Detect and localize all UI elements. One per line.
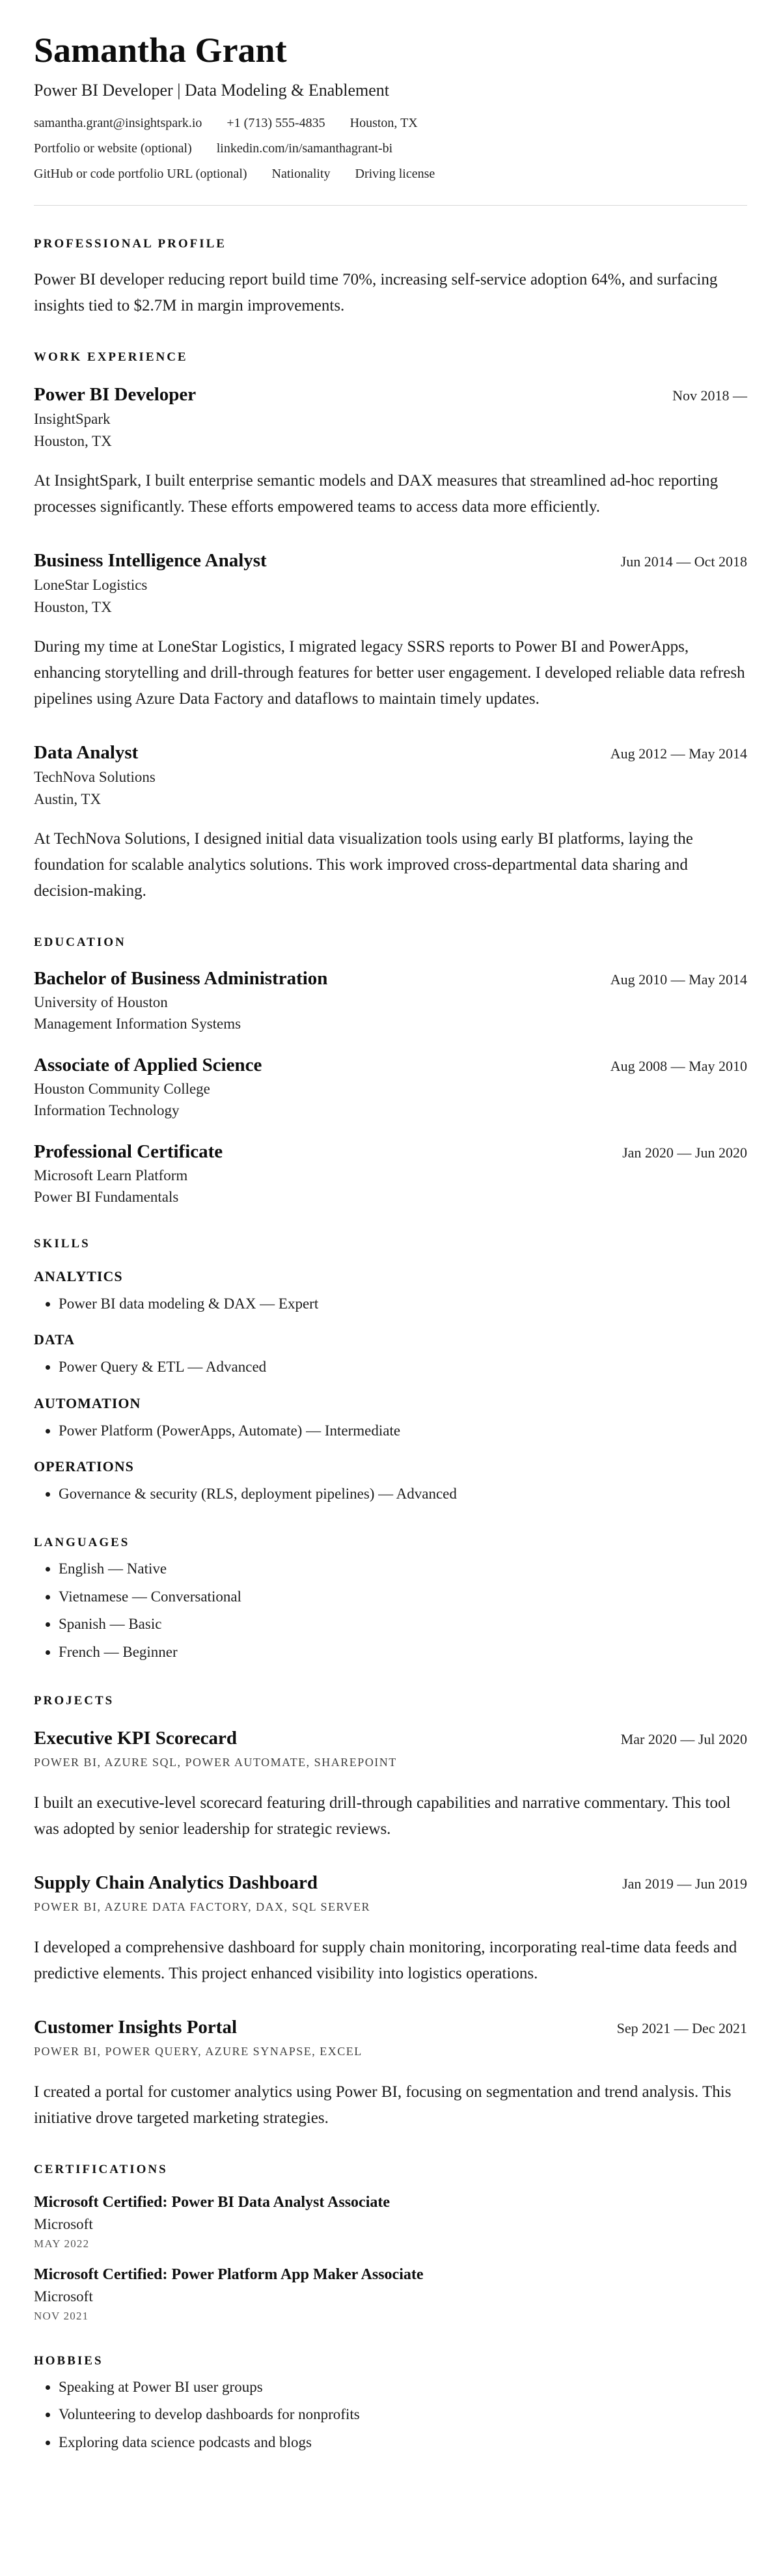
resume-header bbox=[34, 30, 747, 182]
work-entry bbox=[34, 550, 747, 712]
project-description: I developed a comprehensive dashboard for supply chain monitoring, incorporating real-time data feeds and predictive elements. This project enhanced visibility into logistics operations. bbox=[34, 1938, 737, 1982]
github-placeholder-field[interactable]: GitHub or code portfolio URL (optional) bbox=[34, 167, 247, 182]
language-item: • Vietnamese — Conversational bbox=[59, 1586, 747, 1607]
portfolio-placeholder-field[interactable]: Portfolio or website (optional) bbox=[34, 141, 192, 156]
certification-name: Microsoft Certified: Power Platform App Maker Associate bbox=[34, 2265, 424, 2283]
contact-row bbox=[34, 141, 747, 156]
school-name: Microsoft Learn Platform bbox=[34, 1167, 188, 1184]
project-title: Supply Chain Analytics Dashboard bbox=[34, 1872, 318, 1893]
certification-date: NOV 2021 bbox=[34, 2309, 89, 2322]
skill-item: • Power Query & ETL — Advanced bbox=[59, 1356, 747, 1378]
job-title: Data Analyst bbox=[34, 742, 139, 764]
job-title: Business Intelligence Analyst bbox=[34, 550, 267, 572]
work-entry bbox=[34, 742, 747, 904]
job-location: Austin, TX bbox=[34, 791, 102, 808]
hobby-list bbox=[34, 2376, 747, 2453]
degree-dates: Jan 2020 — Jun 2020 bbox=[622, 1144, 747, 1161]
job-title: Power BI Developer bbox=[34, 384, 197, 406]
entry-head bbox=[34, 1141, 747, 1163]
skill-list bbox=[34, 1483, 747, 1504]
project-dates: Jan 2019 — Jun 2019 bbox=[622, 1875, 747, 1892]
skill-list bbox=[34, 1356, 747, 1378]
language-item: • French — Beginner bbox=[59, 1641, 747, 1663]
project-tech-stack: POWER BI, POWER QUERY, AZURE SYNAPSE, EXCEL bbox=[34, 2044, 363, 2058]
project-tech-stack: POWER BI, AZURE SQL, POWER AUTOMATE, SHAREPOINT bbox=[34, 1755, 397, 1769]
certification-name: Microsoft Certified: Power BI Data Analyst Associate bbox=[34, 2193, 390, 2211]
section-title: PROFESSIONAL PROFILE bbox=[34, 237, 226, 251]
skill-item: • Power BI data modeling & DAX — Expert bbox=[59, 1293, 747, 1314]
candidate-headline: Power BI Developer | Data Modeling & Enablement bbox=[34, 81, 389, 100]
contact-row bbox=[34, 167, 747, 182]
degree-title: Bachelor of Business Administration bbox=[34, 968, 328, 990]
header-divider bbox=[34, 205, 747, 206]
work-entry bbox=[34, 384, 747, 520]
section-title: SKILLS bbox=[34, 1237, 90, 1251]
job-company: LoneStar Logistics bbox=[34, 577, 148, 594]
school-name: University of Houston bbox=[34, 994, 168, 1011]
project-tech-stack: POWER BI, AZURE DATA FACTORY, DAX, SQL SERVER bbox=[34, 1900, 371, 1913]
section-education bbox=[34, 935, 747, 1206]
entry-head bbox=[34, 384, 747, 406]
project-dates: Sep 2021 — Dec 2021 bbox=[616, 2019, 747, 2036]
contact-row bbox=[34, 116, 747, 131]
section-title: CERTIFICATIONS bbox=[34, 2162, 168, 2176]
job-description: During my time at LoneStar Logistics, I migrated legacy SSRS reports to Power BI and PowerApps, enhancing storytelling and drill-through features for better user engagement. I developed reliable data refresh pipelines using Azure Data Factory and dataflows to maintain timely updates. bbox=[34, 638, 745, 708]
contact-block bbox=[34, 116, 747, 182]
field-of-study: Management Information Systems bbox=[34, 1016, 241, 1032]
nationality-placeholder-field[interactable]: Nationality bbox=[271, 167, 331, 182]
entry-head bbox=[34, 742, 747, 764]
section-skills bbox=[34, 1237, 747, 1504]
entry-head bbox=[34, 1055, 747, 1076]
driving-license-placeholder-field[interactable]: Driving license bbox=[355, 167, 435, 182]
email-field[interactable]: samantha.grant@insightspark.io bbox=[34, 116, 202, 131]
certification-issuer: Microsoft bbox=[34, 2288, 93, 2305]
entry-head bbox=[34, 1728, 747, 1749]
skill-group bbox=[34, 1458, 747, 1504]
project-dates: Mar 2020 — Jul 2020 bbox=[620, 1730, 747, 1747]
skill-group bbox=[34, 1395, 747, 1441]
skill-group bbox=[34, 1331, 747, 1378]
project-entry bbox=[34, 1872, 747, 1987]
skill-category: OPERATIONS bbox=[34, 1458, 134, 1475]
education-entry bbox=[34, 968, 747, 1032]
degree-title: Professional Certificate bbox=[34, 1141, 223, 1163]
section-work-experience bbox=[34, 350, 747, 904]
certification-date: MAY 2022 bbox=[34, 2237, 90, 2250]
section-title: WORK EXPERIENCE bbox=[34, 350, 188, 365]
field-of-study: Information Technology bbox=[34, 1102, 180, 1119]
section-languages bbox=[34, 1536, 747, 1662]
section-hobbies bbox=[34, 2354, 747, 2453]
section-title: LANGUAGES bbox=[34, 1536, 130, 1550]
linkedin-field[interactable]: linkedin.com/in/samanthagrant-bi bbox=[216, 141, 393, 156]
degree-title: Associate of Applied Science bbox=[34, 1055, 262, 1076]
certification-issuer: Microsoft bbox=[34, 2215, 93, 2232]
project-entry bbox=[34, 2017, 747, 2131]
location-field[interactable]: Houston, TX bbox=[349, 116, 418, 131]
school-name: Houston Community College bbox=[34, 1081, 210, 1098]
job-company: TechNova Solutions bbox=[34, 769, 156, 786]
skill-list bbox=[34, 1293, 747, 1314]
hobby-item: • Volunteering to develop dashboards for nonprofits bbox=[59, 2403, 747, 2425]
project-description: I created a portal for customer analytics using Power BI, focusing on segmentation and trend analysis. This initiative drove targeted marketing strategies. bbox=[34, 2083, 732, 2127]
skill-category: ANALYTICS bbox=[34, 1268, 123, 1285]
job-description: At TechNova Solutions, I designed initial data visualization tools using early BI platforms, laying the foundation for scalable analytics solutions. This work improved cross-departmental data sharing and decision-making. bbox=[34, 830, 693, 900]
job-company: InsightSpark bbox=[34, 411, 111, 428]
job-location: Houston, TX bbox=[34, 433, 112, 450]
candidate-name: Samantha Grant bbox=[34, 31, 287, 70]
skill-list bbox=[34, 1420, 747, 1441]
entry-head bbox=[34, 2017, 747, 2038]
section-title: HOBBIES bbox=[34, 2353, 103, 2368]
skill-category: AUTOMATION bbox=[34, 1394, 141, 1411]
degree-dates: Aug 2008 — May 2010 bbox=[610, 1058, 747, 1075]
project-entry bbox=[34, 1728, 747, 1842]
language-item: • Spanish — Basic bbox=[59, 1613, 747, 1635]
language-list bbox=[34, 1558, 747, 1662]
education-entry bbox=[34, 1141, 747, 1206]
field-of-study: Power BI Fundamentals bbox=[34, 1189, 179, 1206]
entry-head bbox=[34, 1872, 747, 1894]
language-item: • English — Native bbox=[59, 1558, 747, 1579]
section-professional-profile bbox=[34, 237, 747, 319]
skill-group bbox=[34, 1268, 747, 1314]
phone-field[interactable]: +1 (713) 555-4835 bbox=[226, 116, 325, 131]
certification-entry bbox=[34, 2194, 747, 2251]
entry-head bbox=[34, 968, 747, 990]
hobby-item: • Exploring data science podcasts and blogs bbox=[59, 2431, 747, 2453]
certification-entry bbox=[34, 2266, 747, 2323]
education-entry bbox=[34, 1055, 747, 1119]
project-title: Executive KPI Scorecard bbox=[34, 1727, 237, 1749]
job-location: Houston, TX bbox=[34, 599, 112, 616]
skill-item: • Power Platform (PowerApps, Automate) — Intermediate bbox=[59, 1420, 747, 1441]
section-certifications bbox=[34, 2163, 747, 2323]
job-dates: Nov 2018 — bbox=[672, 387, 747, 404]
degree-dates: Aug 2010 — May 2014 bbox=[610, 971, 747, 988]
section-title: EDUCATION bbox=[34, 935, 126, 950]
project-description: I built an executive-level scorecard featuring drill-through capabilities and narrative commentary. This tool was adopted by senior leadership for strategic reviews. bbox=[34, 1794, 731, 1838]
skill-category: DATA bbox=[34, 1331, 75, 1348]
hobby-item: • Speaking at Power BI user groups bbox=[59, 2376, 747, 2398]
project-title: Customer Insights Portal bbox=[34, 2016, 238, 2038]
skill-item: • Governance & security (RLS, deployment pipelines) — Advanced bbox=[59, 1483, 747, 1504]
entry-head bbox=[34, 550, 747, 572]
section-projects bbox=[34, 1694, 747, 2131]
job-dates: Jun 2014 — Oct 2018 bbox=[620, 553, 747, 570]
job-description: At InsightSpark, I built enterprise semantic models and DAX measures that streamlined ad-hoc reporting processes significantly. These efforts empowered teams to access data more efficiently. bbox=[34, 472, 719, 516]
section-title: PROJECTS bbox=[34, 1693, 115, 1708]
job-dates: Aug 2012 — May 2014 bbox=[610, 745, 747, 762]
profile-text: Power BI developer reducing report build time 70%, increasing self-service adoption 64%, and surfacing insights tied to $2.7M in margin improvements. bbox=[34, 271, 718, 315]
